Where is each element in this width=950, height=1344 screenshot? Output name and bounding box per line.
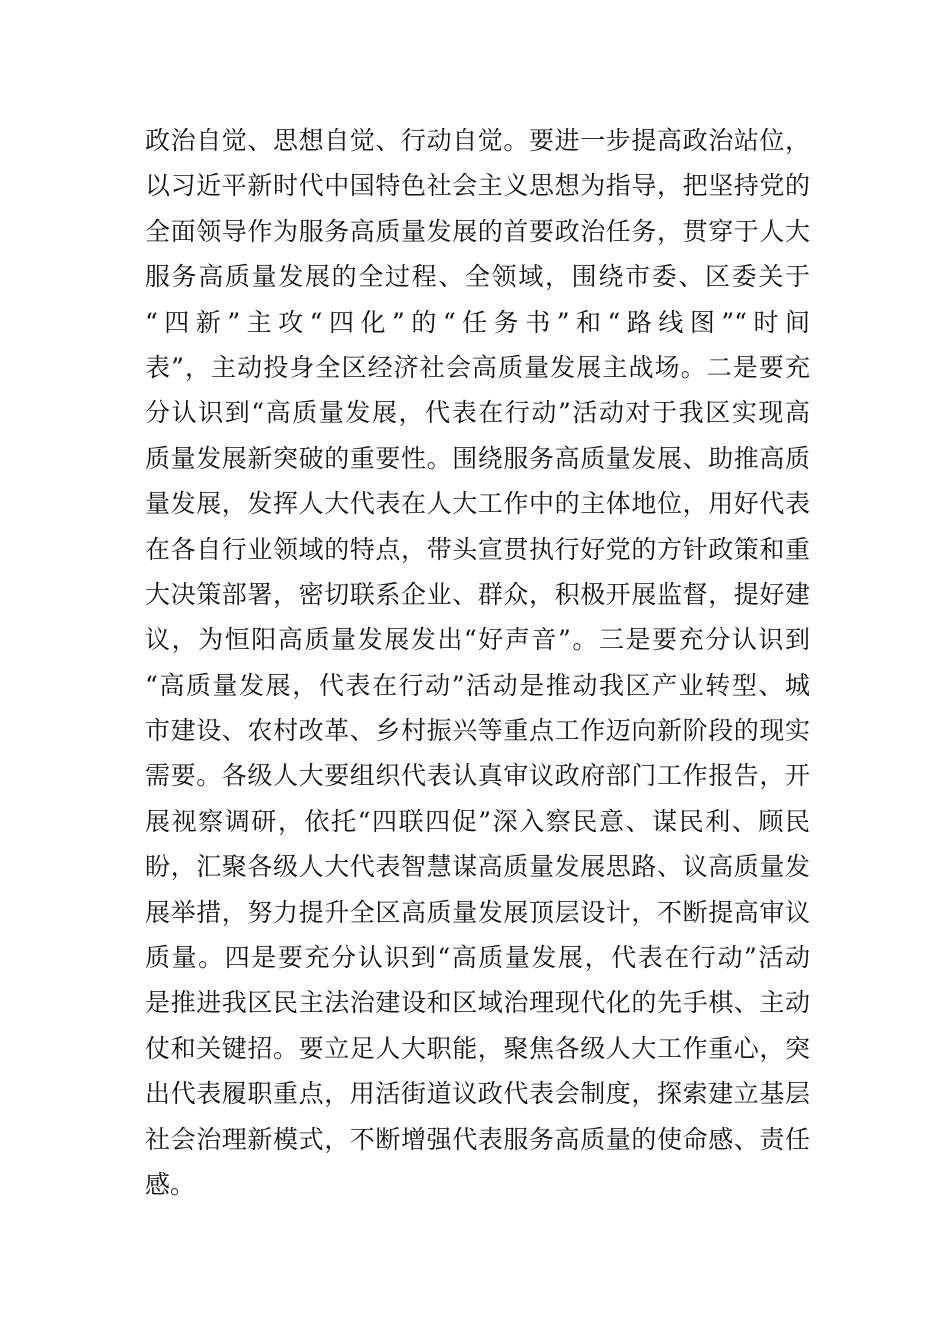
text-line-23: 社会治理新模式，不断增强代表服务高质量的使命感、责任 bbox=[145, 1124, 810, 1154]
text-line-20: 是推进我区民主法治建设和区域治理现代化的先手棋、主动 bbox=[145, 988, 810, 1018]
text-line-21: 仗和关键招。要立足人大职能，聚焦各级人大工作重心，突 bbox=[145, 1033, 810, 1063]
text-line-17: 盼，汇聚各级人大代表智慧谋高质量发展思路、议高质量发 bbox=[145, 852, 810, 882]
text-line-22: 出代表履职重点，用活街道议政代表会制度，探索建立基层 bbox=[145, 1079, 810, 1109]
text-line-24: 感。 bbox=[145, 1169, 196, 1199]
text-line-11: 大决策部署，密切联系企业、群众，积极开展监督，提好建 bbox=[145, 579, 810, 609]
text-line-7: 分认识到“高质量发展，代表在行动”活动对于我区实现高 bbox=[145, 398, 810, 428]
text-line-15: 需要。各级人大要组织代表认真审议政府部门工作报告，开 bbox=[145, 761, 810, 791]
text-line-13: “高质量发展，代表在行动”活动是推动我区产业转型、城 bbox=[145, 670, 810, 700]
text-line-3: 全面领导作为服务高质量发展的首要政治任务，贯穿于人大 bbox=[145, 216, 810, 246]
text-line-5: “四新”主攻“四化”的“任务书”和“路线图”“时间 bbox=[145, 307, 810, 337]
text-line-8: 质量发展新突破的重要性。围绕服务高质量发展、助推高质 bbox=[145, 443, 810, 473]
text-line-2: 以习近平新时代中国特色社会主义思想为指导，把坚持党的 bbox=[145, 171, 810, 201]
text-line-10: 在各自行业领域的特点，带头宣贯执行好党的方针政策和重 bbox=[145, 534, 810, 564]
text-line-14: 市建设、农村改革、乡村振兴等重点工作迈向新阶段的现实 bbox=[145, 716, 810, 746]
text-line-19: 质量。四是要充分认识到“高质量发展，代表在行动”活动 bbox=[145, 943, 810, 973]
text-line-6: 表”，主动投身全区经济社会高质量发展主战场。二是要充 bbox=[145, 352, 810, 382]
body-paragraph bbox=[145, 118, 810, 1207]
text-line-18: 展举措，努力提升全区高质量发展顶层设计，不断提高审议 bbox=[145, 897, 810, 927]
text-line-9: 量发展，发挥人大代表在人大工作中的主体地位，用好代表 bbox=[145, 489, 810, 519]
text-line-16: 展视察调研，依托“四联四促”深入察民意、谋民利、顾民 bbox=[145, 806, 810, 836]
text-line-4: 服务高质量发展的全过程、全领域，围绕市委、区委关于 bbox=[145, 262, 810, 292]
text-line-12: 议，为恒阳高质量发展发出“好声音”。三是要充分认识到 bbox=[145, 625, 810, 655]
text-line-1: 政治自觉、思想自觉、行动自觉。要进一步提高政治站位， bbox=[145, 126, 810, 155]
